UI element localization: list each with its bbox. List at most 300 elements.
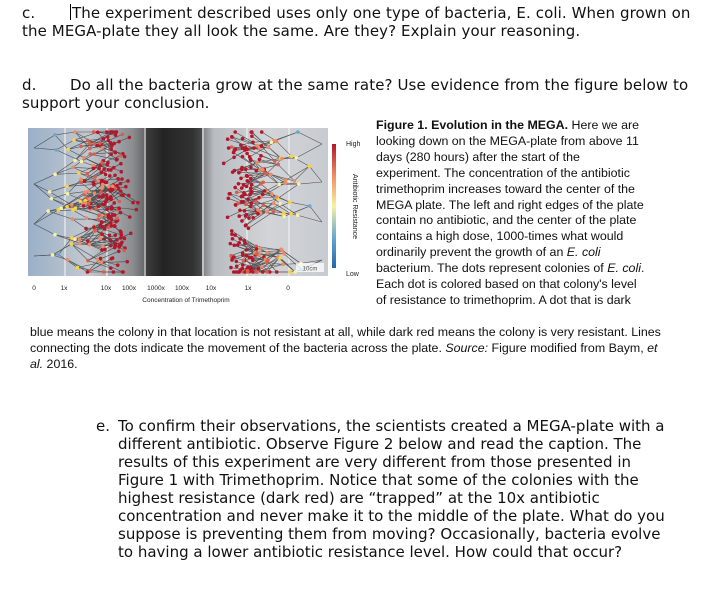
caption-ecoli-1: E. coli [566, 245, 601, 260]
colony-dot [98, 237, 102, 241]
colony-dot [127, 194, 131, 198]
concentration-ticks [32, 285, 290, 292]
colony-dot [245, 148, 249, 152]
colony-dot [244, 224, 248, 228]
question-e-text: To confirm their observations, the scientists created a MEGA-plate with a different antibiotic. Observe Figure 2 below and read the caption. The results of this experiment are very different from those presented in Figure 1 with Trimethoprim. Notice that some of the colonies with the highest resistance (dark red) are “trapped” at the 10x antibiotic concentration and never make it to the middle of the plate. What do you suppose is preventing them from moving? Occasionally, bacteria evolve to having a lower antibiotic resistance level. How could that occur? [118, 417, 665, 561]
colony-dot [105, 181, 109, 185]
colony-dot [121, 133, 125, 137]
colony-dot [296, 213, 300, 217]
colony-dot [113, 224, 117, 228]
colony-dot [97, 167, 101, 171]
colony-dot [297, 182, 301, 186]
colony-dot [247, 216, 251, 220]
colony-dot [275, 139, 279, 143]
colony-dot [255, 161, 259, 165]
colony-dot [110, 217, 114, 221]
colony-dot [263, 172, 267, 176]
colony-dot [51, 253, 55, 257]
colony-dot [241, 253, 245, 257]
colony-dot [265, 209, 269, 213]
colony-dot [117, 207, 121, 211]
colony-dot [293, 179, 297, 183]
question-e [96, 417, 666, 561]
colony-dot [100, 232, 104, 236]
colony-dot [84, 227, 88, 231]
question-d-label: d. [22, 76, 37, 94]
colony-dot [256, 212, 260, 216]
colony-dot [250, 134, 254, 138]
colony-dot [86, 139, 90, 143]
colony-dot [255, 144, 259, 148]
colony-dot [113, 173, 117, 177]
colony-dot [308, 164, 312, 168]
colony-dot [73, 237, 77, 241]
colony-dot [100, 195, 104, 199]
colony-dot [101, 203, 105, 207]
colony-dot [99, 223, 103, 227]
colony-dot [109, 152, 113, 156]
colony-dot [249, 202, 253, 206]
colony-dot [243, 193, 247, 197]
colony-dot [93, 142, 97, 146]
colony-dot [295, 156, 299, 160]
colony-dot [247, 226, 251, 230]
colony-dot [244, 203, 248, 207]
colony-dot [86, 259, 90, 263]
colony-dot [96, 217, 100, 221]
caption-continuation: blue means the colony in that location is not resistant at all, while dark red means the colony is very resistant. Lines connecting the dots indicate the movement of the bacteria across the plate. [30, 325, 661, 355]
colony-dot [260, 130, 264, 134]
colony-dot [244, 168, 248, 172]
colony-dot [86, 270, 90, 274]
colony-dot [240, 200, 244, 204]
colony-dot [119, 154, 123, 158]
colony-dot [240, 219, 244, 223]
colony-dot [229, 266, 233, 270]
colony-dot [241, 155, 245, 159]
colony-dot [108, 234, 112, 238]
colony-dot [88, 206, 92, 210]
colony-dot [226, 215, 230, 219]
colony-dot [250, 190, 254, 194]
colony-dot [119, 243, 123, 247]
colony-dot [85, 216, 89, 220]
colony-dot [119, 170, 123, 174]
colony-dot [270, 192, 274, 196]
colony-dot [249, 130, 253, 134]
question-c-label: c. [22, 4, 36, 22]
colony-dot [113, 242, 117, 246]
colony-dot [114, 130, 118, 134]
colony-dot [65, 185, 69, 189]
colony-dot [254, 200, 258, 204]
colony-dot [96, 130, 100, 134]
caption-body-3: . Each dot is colored based on that colony's level of resistance to trimethoprim. A dot that is dark [376, 261, 645, 307]
colony-dot [105, 193, 109, 197]
question-e-label: e. [96, 417, 110, 435]
colony-dot [251, 257, 255, 261]
colony-dot [279, 247, 283, 251]
colony-dot [242, 183, 246, 187]
colony-dot [230, 232, 234, 236]
colony-dot [289, 212, 293, 216]
colony-dot [245, 185, 249, 189]
caption-et-al: et al. [30, 340, 658, 371]
colony-dot [252, 146, 256, 150]
colony-dot [107, 213, 111, 217]
colony-dot [79, 145, 83, 149]
colony-dot [128, 136, 132, 140]
colony-dot [241, 263, 245, 267]
colony-dot [227, 146, 231, 150]
colony-dot [126, 179, 130, 183]
colony-dot [104, 173, 108, 177]
concentration-tick-label: 0 [32, 285, 36, 292]
colony-dot [249, 177, 253, 181]
colony-dot [114, 151, 118, 155]
colony-dot [83, 179, 87, 183]
colony-dot [250, 267, 254, 271]
colony-dot [115, 238, 119, 242]
colony-dot [93, 191, 97, 195]
colony-dot [238, 237, 242, 241]
concentration-axis-label: Concentration of Trimethoprim [142, 297, 230, 304]
colony-dot [119, 162, 123, 166]
colony-dot [110, 143, 114, 147]
colony-dot [109, 198, 113, 202]
colony-dot [116, 177, 120, 181]
concentration-tick-label: 10x [100, 285, 112, 292]
colony-dot [59, 207, 63, 211]
colony-dot [272, 201, 276, 205]
colony-dot [105, 207, 109, 211]
colony-dot [100, 248, 104, 252]
colony-dot [226, 137, 230, 141]
colony-dot [249, 166, 253, 170]
concentration-tick-label: 100x [121, 285, 137, 292]
colony-dot [259, 182, 263, 186]
colony-dot [232, 156, 236, 160]
colony-dot [121, 270, 125, 274]
colony-dot [111, 256, 115, 260]
colony-dot [79, 177, 83, 181]
colony-dot [110, 188, 114, 192]
colony-dot [237, 182, 241, 186]
colony-dot [115, 217, 119, 221]
colony-dot [113, 213, 117, 217]
colony-dot [122, 249, 126, 253]
colony-dot [249, 158, 253, 162]
colony-dot [227, 197, 231, 201]
colony-dot [235, 260, 239, 264]
colony-dot [131, 201, 135, 205]
concentration-tick-label: 1x [244, 285, 252, 292]
colony-dot [254, 169, 258, 173]
colony-dot [92, 130, 96, 134]
high-concentration-zone [144, 128, 202, 276]
caption-body-1: Here we are looking down on the MEGA-plate from above 11 days (280 hours) after the start of the experiment. The concentration of the antibiotic trimethoprim increases toward the center of the MEGA plate. The left and right edges of the plate contain no antibiotic, and the center of the plate contains a high dose, 1000-times what would ordinarily prevent the growth of an [376, 118, 644, 260]
colony-dot [128, 215, 132, 219]
colony-dot [116, 263, 120, 267]
colony-dot [88, 142, 92, 146]
colony-dot [102, 137, 106, 141]
colony-dot [93, 152, 97, 156]
colony-dot [108, 174, 112, 178]
colony-dot [66, 258, 70, 262]
colony-dot [231, 170, 235, 174]
colony-dot [240, 186, 244, 190]
colony-dot [135, 208, 139, 212]
colony-dot [242, 259, 246, 263]
colony-dot [114, 133, 118, 137]
colony-dot [100, 187, 104, 191]
colony-dot [100, 171, 104, 175]
colony-dot [112, 166, 116, 170]
colony-dot [245, 248, 249, 252]
colony-dot [288, 200, 292, 204]
colony-dot [73, 130, 77, 134]
colony-dot [70, 236, 74, 240]
colony-dot [233, 186, 237, 190]
colony-dot [117, 140, 121, 144]
colony-dot [238, 208, 242, 212]
colony-dot [71, 166, 75, 170]
colony-dot [86, 172, 90, 176]
colony-dot [265, 261, 269, 265]
colony-dot [113, 233, 117, 237]
colony-dot [254, 270, 258, 274]
colony-dot [258, 158, 262, 162]
colony-dot [247, 256, 251, 260]
colony-dot [109, 266, 113, 270]
colony-dot [115, 184, 119, 188]
colony-dot [234, 270, 238, 274]
colony-dot [262, 203, 266, 207]
colony-dot [279, 256, 283, 260]
colony-dot [78, 237, 82, 241]
colony-dot [233, 233, 237, 237]
colony-dot [102, 168, 106, 172]
colony-dot [245, 174, 249, 178]
colony-dot [259, 154, 263, 158]
colony-dot [76, 266, 80, 270]
colony-dot [235, 191, 239, 195]
caption-year: 2016. [46, 356, 78, 371]
colony-dot [100, 146, 104, 150]
figure-caption-continued [30, 325, 670, 373]
colony-dot [241, 137, 245, 141]
colony-dot [246, 197, 250, 201]
colony-dot [280, 157, 284, 161]
colony-dot [46, 209, 50, 213]
colony-dot [230, 229, 234, 233]
question-d [22, 76, 702, 112]
colony-dot [101, 183, 105, 187]
colony-dot [288, 270, 292, 274]
colony-dot [284, 179, 288, 183]
colony-dot [88, 152, 92, 156]
colony-dot [109, 168, 113, 172]
colony-dot [112, 201, 116, 205]
colony-dot [117, 250, 121, 254]
colony-dot [241, 146, 245, 150]
colony-dot [257, 196, 261, 200]
colony-dot [275, 270, 279, 274]
colony-dot [276, 163, 280, 167]
colony-dot [240, 195, 244, 199]
colony-dot [84, 190, 88, 194]
colony-dot [237, 171, 241, 175]
colony-dot [100, 179, 104, 183]
colony-dot [97, 214, 101, 218]
colony-dot [263, 189, 267, 193]
figure-1-mega-plate [26, 124, 370, 324]
colony-dot [65, 205, 69, 209]
colony-dot [102, 270, 106, 274]
colony-dot [123, 237, 127, 241]
colony-dot [246, 270, 250, 274]
colony-dot [277, 183, 281, 187]
caption-source-label: Source: [445, 340, 489, 355]
caption-ecoli-2: E. coli [607, 261, 641, 276]
colony-dot [98, 141, 102, 145]
colony-dot [88, 197, 92, 201]
colony-dot [78, 199, 82, 203]
colony-dot [250, 183, 254, 187]
colony-dot [282, 215, 286, 219]
question-c-text: The experiment described uses only one type of bacteria, E. coli. When grown on the MEGA-plate they all look the same. Are they? Explain your reasoning. [22, 4, 691, 40]
resistance-axis-label: Antibiotic Resistance [351, 174, 358, 239]
colony-dot [232, 151, 236, 155]
colony-dot [261, 270, 265, 274]
colony-dot [278, 202, 282, 206]
colony-dot [78, 241, 82, 245]
concentration-tick-label: 0 [286, 285, 290, 292]
colony-dot [119, 182, 123, 186]
colony-dot [265, 270, 269, 274]
colony-dot [234, 148, 238, 152]
colony-dot [245, 152, 249, 156]
colony-dot [232, 255, 236, 259]
colony-dot [119, 229, 123, 233]
colony-dot [120, 177, 124, 181]
colony-dot [246, 180, 250, 184]
colony-dot [105, 130, 109, 134]
colony-dot [273, 159, 277, 163]
colony-dot [230, 135, 234, 139]
colony-dot [54, 148, 58, 152]
colony-dot [86, 239, 90, 243]
caption-title: Figure 1. Evolution in the MEGA. [376, 118, 569, 132]
colony-dot [251, 141, 255, 145]
concentration-tick-label: 100x [174, 285, 190, 292]
colony-dot [109, 239, 113, 243]
colony-dot [72, 138, 76, 142]
colony-dot [243, 239, 247, 243]
colony-dot [258, 168, 262, 172]
colony-dot [115, 158, 119, 162]
colony-dot [258, 247, 262, 251]
colony-dot [251, 216, 255, 220]
colony-dot [71, 208, 75, 212]
colony-dot [106, 139, 110, 143]
colony-dot [66, 192, 70, 196]
colony-dot [266, 145, 270, 149]
colony-dot [275, 195, 279, 199]
colony-dot [251, 270, 255, 274]
colony-dot [112, 270, 116, 274]
colony-dot [87, 243, 91, 247]
colony-dot [87, 201, 91, 205]
colony-dot [123, 155, 127, 159]
colony-dot [296, 130, 300, 134]
colony-dot [249, 205, 253, 209]
colony-dot [282, 252, 286, 256]
colony-dot [129, 232, 133, 236]
colony-dot [261, 192, 265, 196]
colony-dot [79, 181, 83, 185]
colony-dot [222, 162, 226, 166]
colony-dot [77, 171, 81, 175]
concentration-tick-label: 10x [205, 285, 217, 292]
colony-dot [290, 155, 294, 159]
question-c [22, 4, 702, 40]
caption-body-2: bacterium. The dots represent colonies of [376, 261, 604, 276]
colony-dot [269, 173, 273, 177]
colony-dot [73, 159, 77, 163]
colony-dot [119, 189, 123, 193]
colony-dot [229, 242, 233, 246]
colony-dot [119, 211, 123, 215]
colony-dot [272, 210, 276, 214]
colony-dot [240, 166, 244, 170]
colony-dot [53, 133, 57, 137]
colony-dot [255, 252, 259, 256]
colony-dot [282, 211, 286, 215]
colony-dot [106, 135, 110, 139]
colony-dot [239, 176, 243, 180]
colony-dot [255, 247, 259, 251]
colony-dot [99, 190, 103, 194]
colony-dot [265, 251, 269, 255]
colony-dot [93, 229, 97, 233]
colony-dot [101, 245, 105, 249]
colony-dot [66, 148, 70, 152]
colony-dot [103, 237, 107, 241]
colony-dot [70, 203, 74, 207]
colony-dot [270, 140, 274, 144]
resistance-colorbar [332, 144, 336, 268]
colony-dot [236, 243, 240, 247]
colony-dot [107, 185, 111, 189]
caption-source-text: Figure modified from Baym, [491, 340, 644, 355]
colony-dot [260, 144, 264, 148]
colony-dot [92, 167, 96, 171]
scale-bar-label: 10cm [302, 266, 318, 273]
colony-dot [92, 183, 96, 187]
colony-dot [107, 226, 111, 230]
colony-dot [70, 242, 74, 246]
text-cursor [70, 4, 71, 20]
colony-dot [124, 185, 128, 189]
colony-dot [53, 233, 57, 237]
concentration-tick-label: 1x [60, 285, 68, 292]
colony-dot [120, 233, 124, 237]
colony-dot [82, 156, 86, 160]
colony-dot [100, 261, 104, 265]
resistance-low-label: Low [346, 271, 359, 278]
colony-dot [118, 200, 122, 204]
